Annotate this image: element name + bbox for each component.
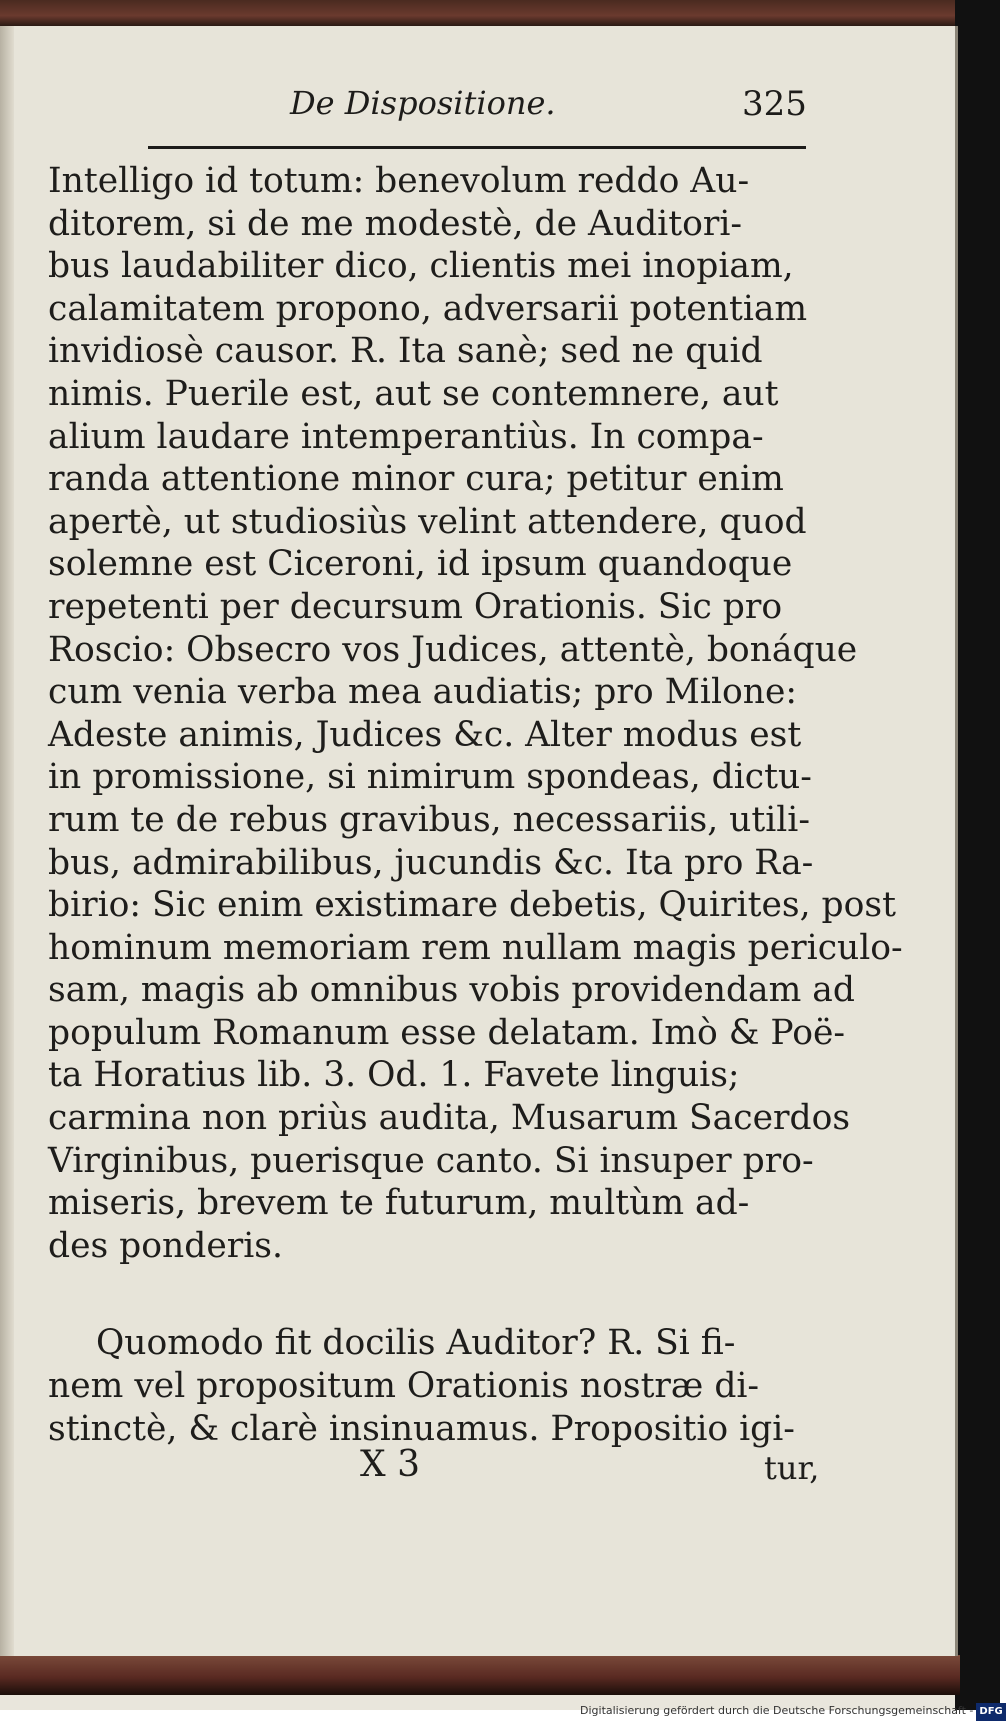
text-line: solemne est Ciceroni, id ipsum quandoque — [48, 544, 793, 585]
book-bottom-edge — [0, 1655, 960, 1695]
text-line: populum Romanum esse delatam. Imò & Poë- — [48, 1012, 846, 1053]
text-line: des ponderis. — [48, 1225, 283, 1266]
text-line: Roscio: Obsecro vos Judices, attentè, bonáque — [48, 629, 858, 670]
text-line: apertè, ut studiosiùs velint attendere, quod — [48, 501, 807, 542]
text-line: stinctè, & clarè insinuamus. Propositio igi- — [48, 1408, 795, 1449]
text-line: Quomodo fit docilis Auditor? R. Si fi- — [96, 1323, 736, 1364]
gutter-shadow — [0, 26, 14, 1656]
signature-mark: X 3 — [360, 1444, 420, 1485]
text-line: in promissione, si nimirum spondeas, dictu- — [48, 757, 812, 798]
book-right-edge — [955, 0, 1000, 1710]
text-line: bus laudabiliter dico, clientis mei inopiam, — [48, 246, 794, 287]
text-line: Adeste animis, Judices &c. Alter modus est — [48, 714, 802, 755]
text-line: nem vel propositum Orationis nostræ di- — [48, 1366, 760, 1407]
text-line: randa attentione minor cura; petitur enim — [48, 459, 784, 500]
credit-text: Digitalisierung gefördert durch die Deutsche Forschungsgemeinschaft - — [580, 1704, 974, 1717]
book-top-edge — [0, 0, 1000, 26]
header-rule — [148, 146, 806, 149]
text-line: ta Horatius lib. 3. Od. 1. Favete linguis; — [48, 1055, 740, 1096]
text-line: bus, admirabilibus, jucundis &c. Ita pro Ra- — [48, 842, 814, 883]
dfg-logo: DFG — [976, 1703, 1005, 1721]
running-head: De Dispositione. — [290, 84, 556, 122]
text-line: carmina non priùs audita, Musarum Sacerdos — [48, 1098, 851, 1139]
text-line: rum te de rebus gravibus, necessariis, utili- — [48, 799, 810, 840]
text-line: hominum memoriam rem nullam magis periculo- — [48, 927, 903, 968]
text-line: Virginibus, puerisque canto. Si insuper pro- — [48, 1140, 814, 1181]
text-line: birio: Sic enim existimare debetis, Quirites, post — [48, 885, 896, 926]
body-text — [48, 160, 903, 1450]
text-line: invidiosè causor. R. Ita sanè; sed ne quid — [48, 331, 763, 372]
text-line: Intelligo id totum: benevolum reddo Au- — [48, 161, 750, 201]
text-line: ditorem, si de me modestè, de Auditori- — [48, 203, 743, 244]
text-line: alium laudare intemperantiùs. In compa- — [48, 416, 764, 457]
text-line: sam, magis ab omnibus vobis providendam ad — [48, 970, 855, 1011]
text-line: calamitatem propono, adversarii potentiam — [48, 288, 808, 329]
catchword: tur, — [764, 1449, 820, 1487]
text-line: repetenti per decursum Orationis. Sic pro — [48, 586, 783, 627]
paragraph-gap — [48, 1267, 818, 1322]
digitization-credit — [580, 1702, 1003, 1722]
page-number: 325 — [742, 84, 807, 124]
text-line: miseris, brevem te futurum, multùm ad- — [48, 1183, 750, 1224]
text-line: nimis. Puerile est, aut se contemnere, aut — [48, 373, 779, 414]
text-line: cum venia verba mea audiatis; pro Milone: — [48, 672, 798, 713]
